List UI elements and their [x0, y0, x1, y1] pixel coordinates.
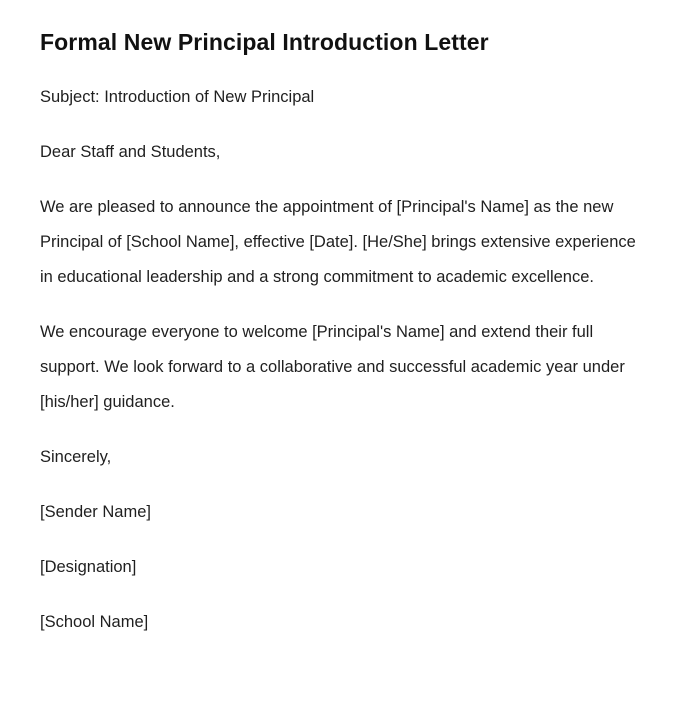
letter-paragraph-1: We are pleased to announce the appointment of [Principal's Name] as the new Principal of [School Name], effective [Date]. [He/She] brings extensive experience in educational leadership and a strong commitment to academic excellence.: [40, 198, 636, 286]
closing: Sincerely,: [40, 448, 112, 466]
signature-line-designation: [Designation]: [40, 558, 137, 576]
salutation: Dear Staff and Students,: [40, 143, 221, 161]
letter-paragraph-2: We encourage everyone to welcome [Principal's Name] and extend their full support. We look forward to a collaborative and successful academic year under [his/her] guidance.: [40, 323, 625, 411]
signature-line-school-name: [School Name]: [40, 613, 149, 631]
page-title: Formal New Principal Introduction Letter: [40, 29, 489, 55]
signature-line-sender-name: [Sender Name]: [40, 503, 151, 521]
subject-line: Subject: Introduction of New Principal: [40, 88, 315, 106]
